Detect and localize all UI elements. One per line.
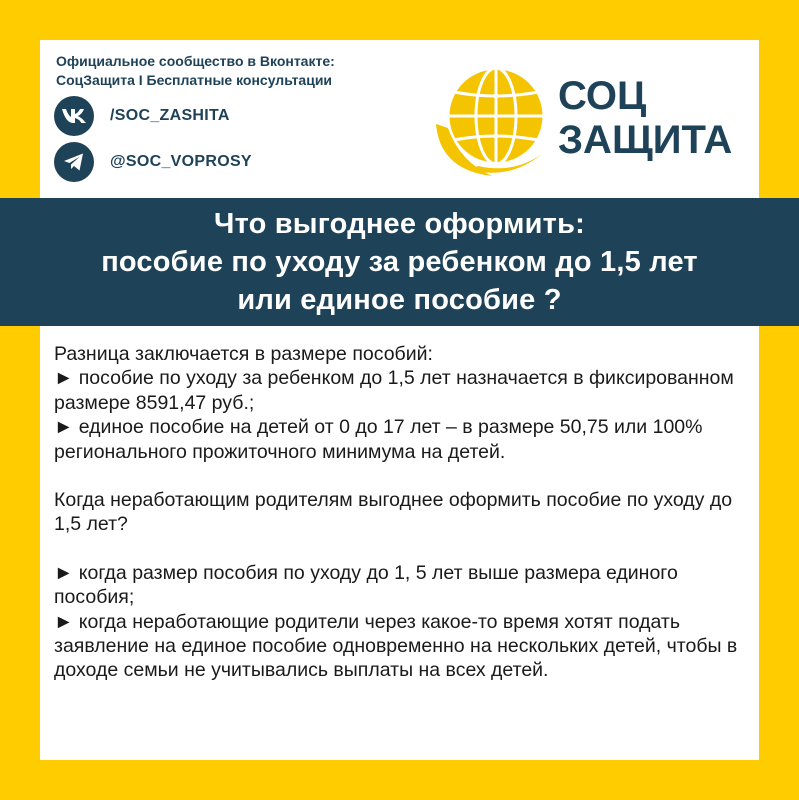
body-card: [40, 326, 759, 760]
body-line: Разница заключается в размере пособий:: [54, 343, 433, 365]
title-band: [0, 198, 799, 326]
body-text: [54, 342, 754, 683]
logo-line-2: ЗАЩИТА: [558, 118, 733, 162]
body-line: ► когда неработающие родители через какое-то время хотят подать заявление на единое пособие одновременно на нескольких детей, чтобы в доходе семьи не учитывались выплаты на всех детей.: [54, 610, 738, 682]
vk-link[interactable]: [54, 96, 230, 136]
vk-handle: /SOC_ZASHITA: [110, 107, 230, 124]
spacer: [54, 464, 754, 488]
globe-icon: [430, 58, 554, 182]
body-line: Когда неработающим родителям выгоднее оформить пособие по уходу до 1,5 лет?: [54, 489, 733, 536]
community-title: Официальное сообщество в Вконтакте: СоцЗащита I Бесплатные консультации: [56, 53, 335, 88]
body-line: ► пособие по уходу за ребенком до 1,5 лет назначается в фиксированном размере 8591,47 руб.;: [54, 367, 734, 414]
telegram-link[interactable]: [54, 142, 252, 182]
logo: [430, 58, 740, 182]
vk-icon: [54, 96, 94, 136]
page-title: Что выгоднее оформить: пособие по уходу за ребенком до 1,5 лет или единое пособие ?: [101, 208, 698, 316]
telegram-icon: [54, 142, 94, 182]
logo-line-1: СОЦ: [558, 74, 647, 118]
telegram-handle: @SOC_VOPROSY: [110, 153, 252, 170]
header-card: [40, 40, 759, 198]
spacer: [54, 537, 754, 561]
logo-text: [558, 74, 732, 162]
body-line: ► когда размер пособия по уходу до 1, 5 лет выше размера единого пособия;: [54, 561, 678, 609]
body-line: ► единое пособие на детей от 0 до 17 лет – в размере 50,75 или 100% регионального прожиточного минимума на детей.: [54, 416, 703, 463]
